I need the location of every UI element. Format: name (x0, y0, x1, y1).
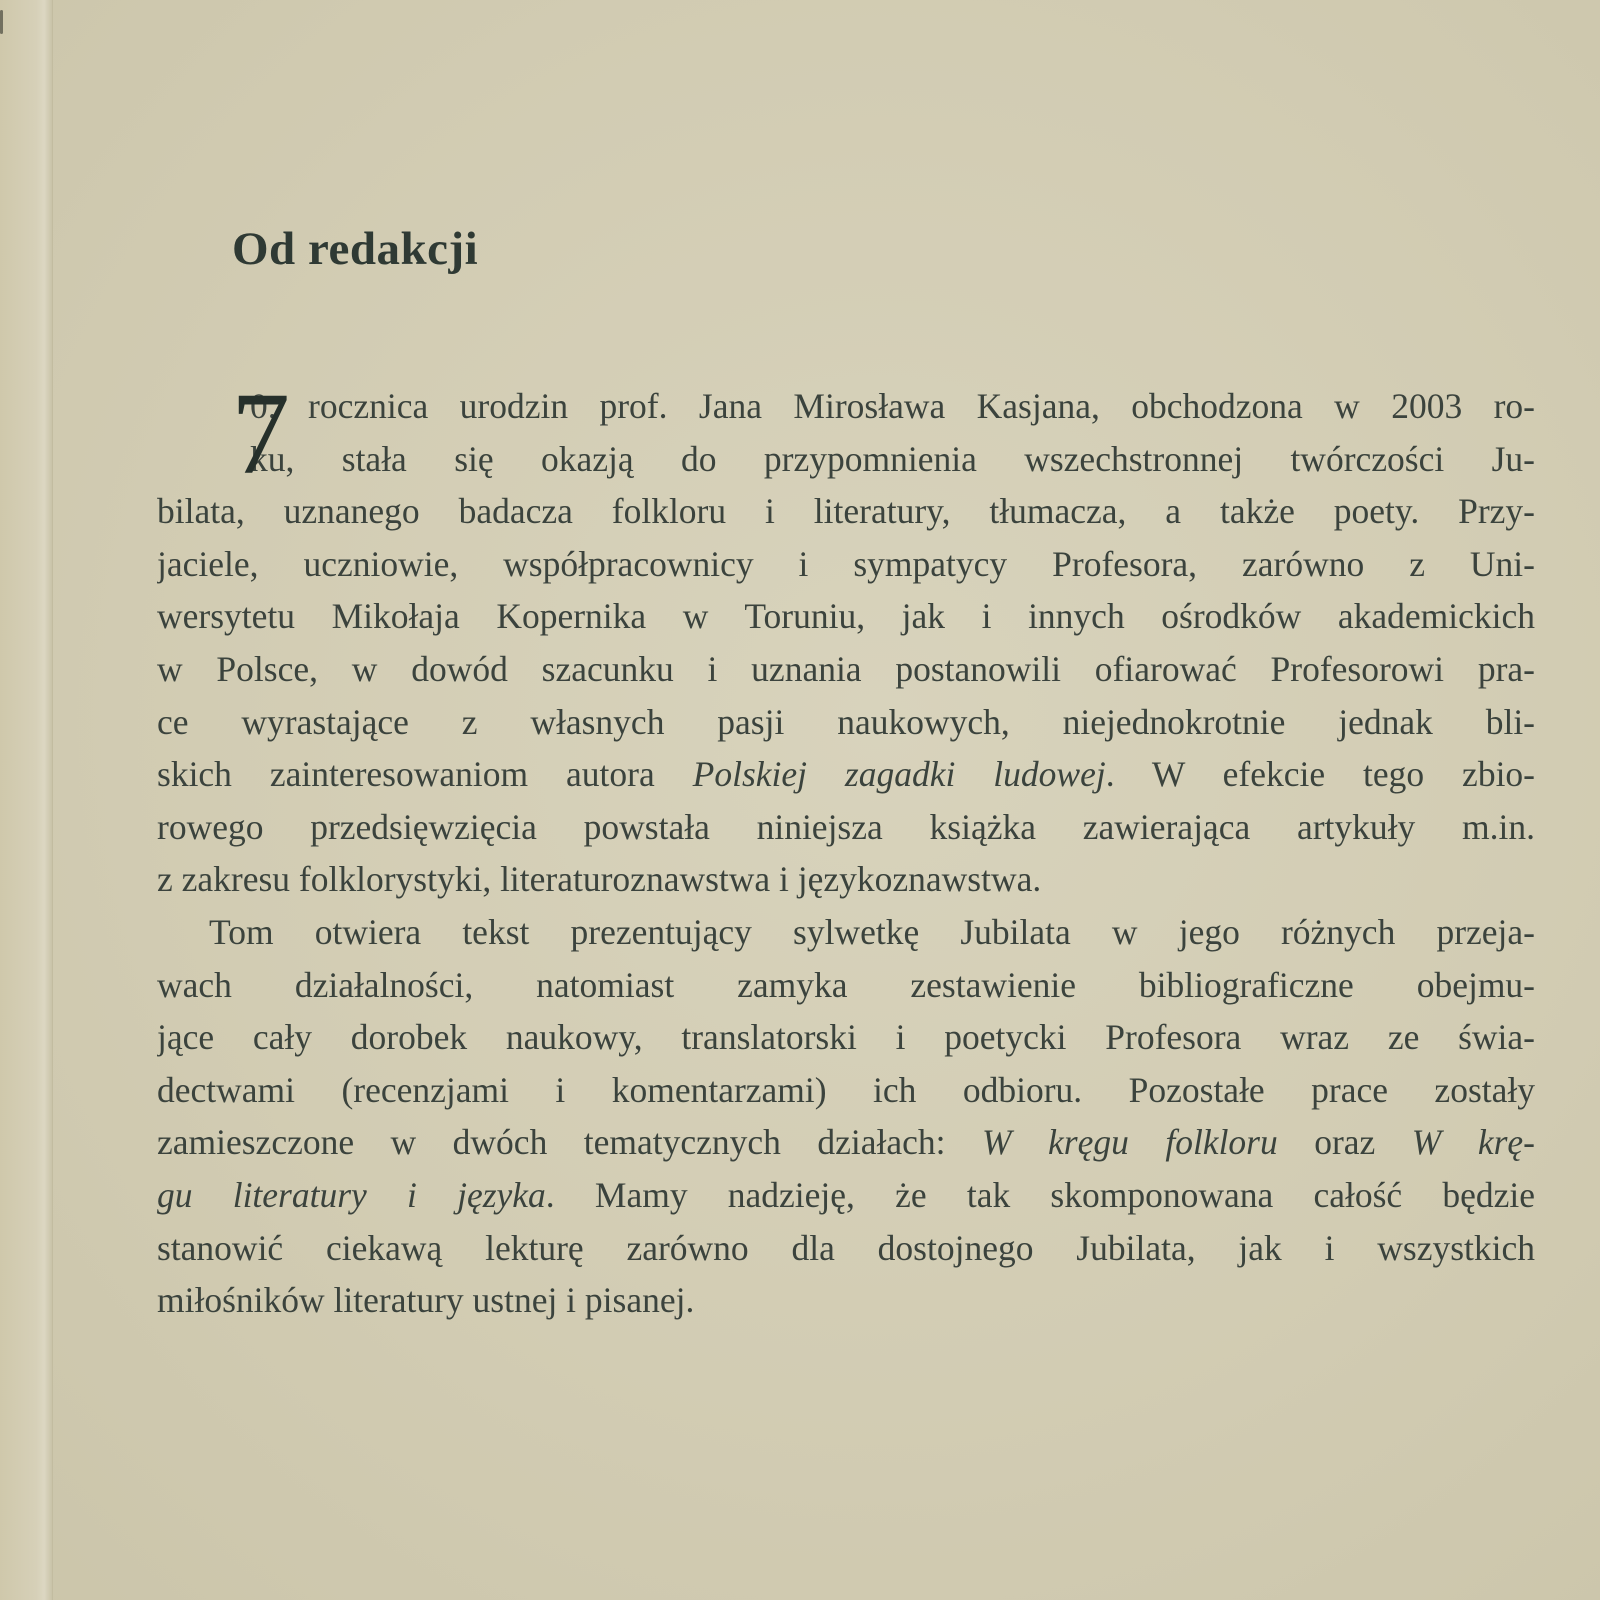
text-line (157, 748, 1535, 801)
section-title-italic: gu literatury i języka (157, 1174, 546, 1215)
text-line (157, 1169, 1535, 1222)
text-line: Tom otwiera tekst prezentujący sylwetkę Jubilata w jego różnych przeja- (209, 911, 1535, 952)
facing-page-edge (0, 0, 53, 1600)
text-line: w Polsce, w dowód szacunku i uznania postanowili ofiarować Profesorowi pra- (157, 648, 1535, 689)
text-line: dectwami (recenzjami i komentarzami) ich odbioru. Pozostałe prace zostały (157, 1069, 1535, 1110)
text-line: ce wyrastające z własnych pasji naukowych, niejednokrotnie jednak bli- (157, 701, 1535, 742)
text-line: ku, stała się okazją do przypomnienia wszechstronnej twórczości Ju- (250, 438, 1535, 479)
text-line: wach działalności, natomiast zamyka zestawienie bibliograficzne obejmu- (157, 964, 1535, 1005)
text-run: oraz (1277, 1122, 1412, 1163)
text-run: skich zainteresowaniom autora (157, 754, 693, 795)
text-run: . Mamy nadzieję, że tak skomponowana całość będzie (545, 1174, 1535, 1215)
text-line (157, 1116, 1535, 1169)
drop-cap: 7 (231, 368, 290, 499)
text-line: miłośników literatury ustnej i pisanej. (157, 1280, 695, 1321)
text-line: wersytetu Mikołaja Kopernika w Toruniu, jak i innych ośrodków akademickich (157, 596, 1535, 637)
book-title-italic: Polskiej zagadki ludowej (692, 754, 1106, 795)
text-line: jaciele, uczniowie, współpracownicy i sympatycy Profesora, zarówno z Uni- (157, 543, 1535, 584)
paragraph-1 (157, 368, 1535, 906)
body-text (157, 368, 1535, 1327)
text-line: stanowić ciekawą lekturę zarówno dla dostojnego Jubilata, jak i wszystkich (157, 1227, 1535, 1268)
text-run: zamieszczone w dwóch tematycznych działach: (157, 1122, 982, 1163)
text-line: jące cały dorobek naukowy, translatorski i poetycki Profesora wraz ze świa- (157, 1017, 1535, 1058)
page-title: Od redakcji (232, 223, 479, 275)
paragraph-2 (157, 906, 1535, 1327)
text-run: . W efekcie tego zbio- (1105, 754, 1535, 795)
text-line: 0. rocznica urodzin prof. Jana Mirosława Kasjana, obchodzona w 2003 ro- (250, 386, 1535, 426)
text-line: bilata, uznanego badacza folkloru i literatury, tłumacza, a także poety. Przy- (157, 491, 1535, 532)
section-title-italic: W krę- (1411, 1122, 1535, 1163)
text-line: z zakresu folklorystyki, literaturoznawstwa i językoznawstwa. (157, 859, 1042, 900)
section-title-italic: W kręgu folkloru (981, 1122, 1278, 1163)
text-line: rowego przedsięwzięcia powstała niniejsza książka zawierająca artykuły m.in. (157, 806, 1535, 847)
